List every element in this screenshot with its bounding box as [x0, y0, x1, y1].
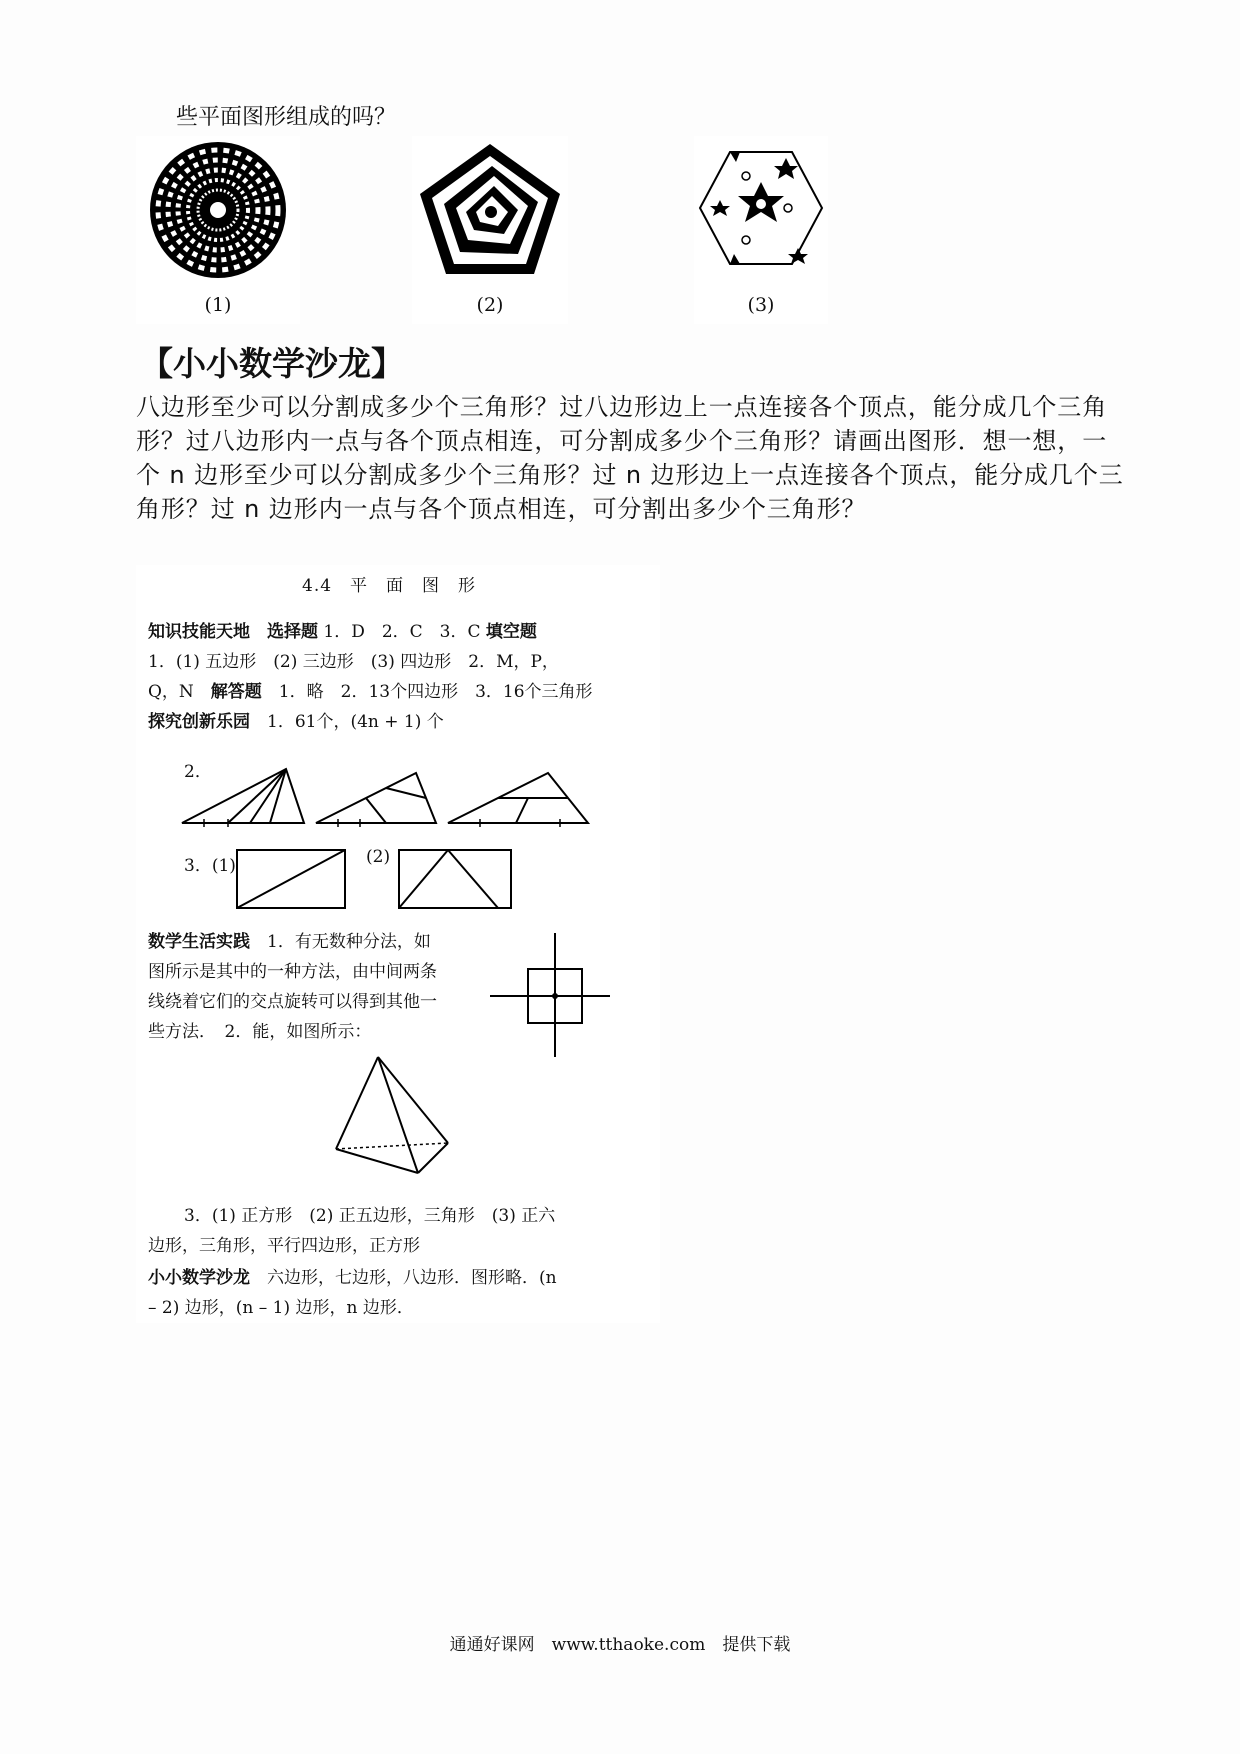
question-3-part-2-label: (2) [366, 847, 391, 867]
answer-line [148, 707, 444, 732]
footer-text: 通通好课网 www.tthaoke.com 提供下载 [449, 1635, 791, 1655]
answer-text: 1．61个，(4n + 1) 个 [250, 712, 444, 732]
section-label: 数学生活实践 [148, 932, 250, 952]
figure-3-label: (3) [747, 294, 775, 316]
answer-scan [136, 565, 660, 1323]
section-label: 小小数学沙龙 [148, 1268, 250, 1288]
answer-line: 图所示是其中的一种方法，由中间两条 [148, 962, 437, 982]
answer-line [148, 1263, 557, 1288]
section-label: 知识技能天地 选择题 [148, 622, 318, 642]
triangle-division-diagrams [180, 765, 600, 835]
answer-line: 线绕着它们的交点旋转可以得到其他一 [148, 992, 437, 1012]
figure-2-label: (2) [476, 294, 504, 316]
answer-line: 些方法． 2．能，如图所示： [148, 1022, 372, 1042]
salon-paragraph-line: 八边形至少可以分割成多少个三角形？过八边形边上一点连接各个顶点，能分成几个三角 [136, 393, 1108, 421]
answer-line [148, 927, 431, 952]
answer-line [148, 677, 593, 702]
salon-paragraph-line: 个 n 边形至少可以分割成多少个三角形？过 n 边形边上一点连接各个顶点，能分成几个三 [136, 461, 1124, 489]
section-label: 填空题 [485, 622, 537, 642]
question-3-part-1-label: 3．(1) [184, 856, 236, 876]
answer-line: 1．(1) 五边形 (2) 三边形 (3) 四边形 2．M，P， [148, 652, 559, 672]
answer-line: – 2) 边形，(n – 1) 边形，n 边形． [148, 1298, 414, 1318]
figure-1 [136, 136, 300, 324]
figure-2 [412, 136, 568, 324]
answer-text: 1．有无数种分法，如 [250, 932, 431, 952]
square-cross-diagram [490, 933, 610, 1057]
figure-3 [694, 136, 828, 324]
spiral-pentagon-icon [412, 136, 568, 286]
intro-text: 些平面图形组成的吗？ [176, 105, 397, 130]
salon-paragraph-line: 角形？过 n 边形内一点与各个顶点相连，可分割出多少个三角形？ [136, 495, 867, 523]
concentric-checker-circle-icon [136, 136, 300, 286]
rectangle-triangle-diagram [398, 849, 514, 911]
hexagon-star-pattern-icon [694, 136, 828, 286]
salon-paragraph [136, 390, 1126, 526]
answer-line: 边形，三角形，平行四边形，正方形 [148, 1236, 420, 1256]
answer-text: 1．略 2．13个四边形 3．16个三角形 [261, 682, 593, 702]
section-label: 探究创新乐园 [148, 712, 250, 732]
salon-paragraph-line: 形？过八边形内一点与各个顶点相连，可分割成多少个三角形？请画出图形．想一想，一 [136, 427, 1108, 455]
answer-text: Q，N [148, 682, 194, 702]
answer-title: 4.4 平 面 图 形 [302, 576, 477, 596]
answer-text: 六边形，七边形，八边形．图形略．(n [250, 1268, 557, 1288]
answer-line: 3．(1) 正方形 (2) 正五边形，三角形 (3) 正六 [184, 1206, 556, 1226]
figure-1-label: (1) [204, 294, 232, 316]
rectangle-diagonal-diagram [236, 849, 348, 911]
answer-text: 1．D 2．C 3．C [318, 622, 486, 642]
section-label: 解答题 [193, 682, 262, 702]
salon-heading: 【小小数学沙龙】 [140, 344, 404, 383]
answer-line [148, 617, 537, 642]
tetrahedron-diagram [332, 1053, 456, 1177]
question-2-label: 2． [184, 762, 212, 782]
